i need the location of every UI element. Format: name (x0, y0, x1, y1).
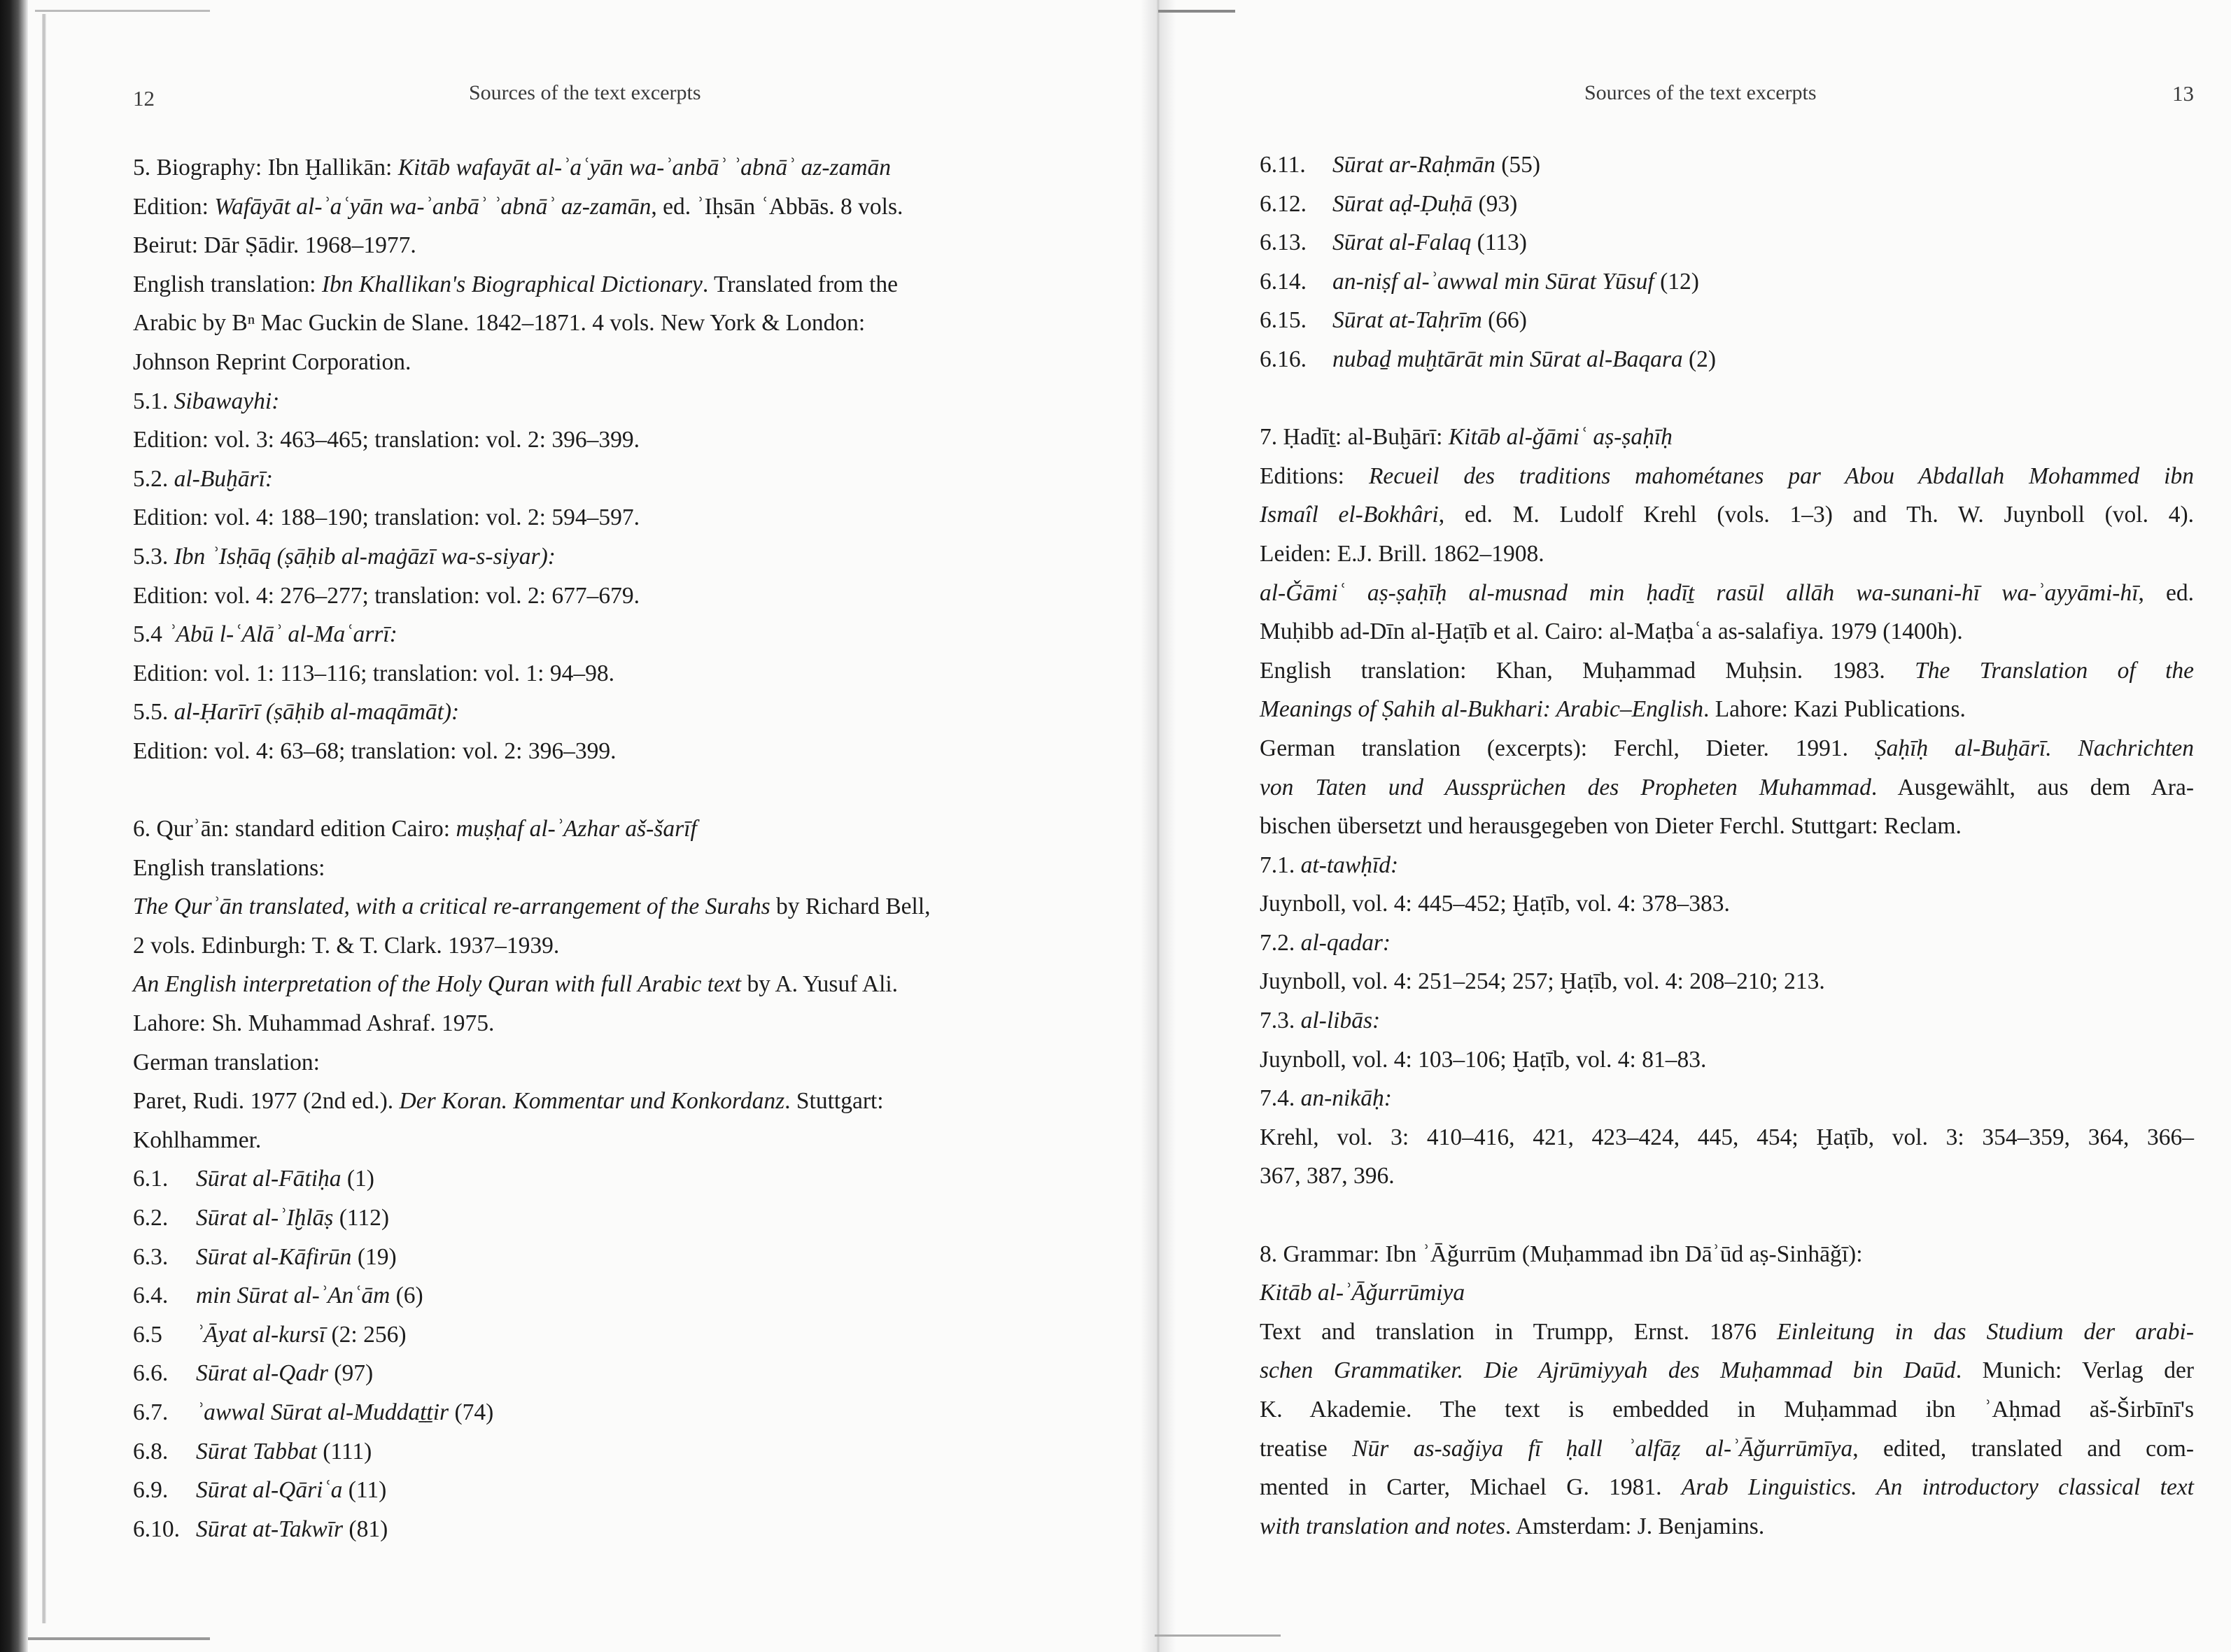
translation-label: English translation: (133, 271, 322, 297)
bell-title: The Qurʾān translated, with a critical re-arrangement of the Surahs (133, 894, 770, 920)
german-translation-line (1260, 729, 2194, 768)
section-work-title: muṣḥaf al-ʾAzhar aš-šarīf (456, 816, 697, 842)
carter-publisher: . Amsterdam: J. Benjamins. (1505, 1513, 1765, 1539)
text-translation-line (1260, 1313, 2194, 1352)
surah-name: Sūrat al-Qadr (196, 1360, 328, 1387)
carter-title: Arab Linguistics. An introductory classical text (1681, 1474, 2194, 1501)
subentry-detail-cont: 367, 387, 396. (1260, 1163, 1395, 1189)
surah-name: Sūrat aḍ-Ḍuḥā (1332, 190, 1473, 217)
surah-number: 6.7. (133, 1399, 169, 1425)
running-head-title: Sources of the text excerpts (469, 81, 701, 104)
english-translation-line (133, 265, 1078, 304)
surah-ref: (74) (449, 1399, 494, 1425)
subentry-number: 5.3. (133, 543, 174, 570)
editions-editors: , ed. M. Ludolf Krehl (vols. 1–3) and Th. W. Juynboll (vol. 4). (1438, 502, 2194, 528)
subentry-heading (133, 460, 1078, 499)
surah-list-item (1260, 185, 2194, 224)
german-translation-line-3: bischen übersetzt und herausgegeben von Dieter Ferchl. Stuttgart: Reclam. (1260, 813, 1962, 840)
edition-line (133, 188, 1078, 227)
surah-ref: (55) (1495, 152, 1541, 178)
surah-list-item (133, 1238, 1078, 1277)
surah-ref: (11) (342, 1477, 387, 1504)
section-label: Grammar: Ibn ʾĀǧurrūm (Muḥammad ibn Dāʾūd aṣ-Sinhāǧī): (1277, 1241, 1863, 1267)
subentry-number: 7.1. (1260, 852, 1301, 878)
surah-number: 6.9. (133, 1477, 169, 1504)
surah-number: 6.10. (133, 1516, 180, 1542)
surah-name: Sūrat Tabbat (196, 1438, 317, 1464)
ali-translation-line-2: Lahore: Sh. Muhammad Ashraf. 1975. (133, 1010, 495, 1037)
surah-name: Sūrat al-ʾIḫlāṣ (196, 1205, 334, 1231)
paret-place: . Stuttgart: (784, 1088, 884, 1115)
book-gutter (1141, 0, 1176, 1652)
translation-details: . Translated from the (702, 271, 899, 297)
running-head-title: Sources of the text excerpts (1584, 81, 1817, 104)
surah-name: Sūrat ar-Raḥmān (1332, 152, 1495, 178)
subentry-number: 7.2. (1260, 929, 1301, 956)
text-title: Einleitung in das Studium der arabi- (1777, 1318, 2194, 1345)
paret-author: Paret, Rudi. 1977 (2nd ed.). (133, 1088, 400, 1115)
surah-ref: (81) (343, 1516, 388, 1542)
bell-translation-line (133, 887, 1078, 926)
editions-title: Recueil des traditions mahométanes par Abou Abdallah Mohammed ibn (1368, 463, 2194, 489)
section-heading (1260, 1235, 2194, 1274)
section-spacer (1260, 1196, 2194, 1235)
surah-number: 6.12. (1260, 190, 1307, 217)
treatise-title: Nūr as-saǧiya fī ḥall ʾalfāẓ al-ʾĀǧurrūmīya (1352, 1435, 1853, 1462)
english-translation-line-2 (1260, 690, 2194, 729)
subentry-number: 5.4 (133, 621, 169, 648)
edition-details: , ed. ʾIḥsān ʿAbbās. 8 vols. (651, 193, 903, 220)
editions-line-3: Leiden: E.J. Brill. 1862–1908. (1260, 540, 1544, 567)
subentry-detail: Edition: vol. 3: 463–465; translation: vol. 2: 396–399. (133, 427, 640, 453)
surah-ref: (111) (316, 1438, 372, 1464)
paret-title: Der Koran. Kommentar und Konkordanz (399, 1088, 785, 1115)
subentry-name: al-Ḥarīrī (ṣāḥib al-maqāmāt): (174, 699, 460, 726)
binding-shadow-left (0, 0, 28, 1652)
surah-list-item (133, 1510, 1078, 1549)
subentry-heading (1260, 1079, 2194, 1118)
surah-list-item (133, 1159, 1078, 1199)
bell-author: by Richard Bell, (770, 894, 931, 920)
gami-edition-line (1260, 574, 2194, 613)
text-author: Text and translation in Trumpp, Ernst. 1876 (1260, 1318, 1778, 1345)
surah-name: Sūrat at-Takwīr (196, 1516, 344, 1542)
subentry-name: al-libās: (1300, 1008, 1381, 1034)
surah-number: 6.16. (1260, 346, 1307, 372)
surah-ref: (66) (1482, 307, 1527, 334)
text-translation-line-6 (1260, 1507, 2194, 1546)
subentry-number: 7.4. (1260, 1085, 1301, 1112)
translation-author: German translation (excerpts): Ferchl, Dieter. 1991. (1260, 735, 1875, 761)
edition-label: Edition: (133, 193, 215, 220)
section-label: Ḥadīṯ: al-Buḫārī: (1277, 424, 1449, 451)
surah-number: 6.11. (1260, 152, 1306, 178)
left-page-body (133, 148, 1078, 1548)
subentry-detail: Juynboll, vol. 4: 251–254; 257; Ḫaṭīb, vol. 4: 208–210; 213. (1260, 968, 1825, 995)
section-heading (133, 148, 1078, 188)
subentry-detail: Juynboll, vol. 4: 103–106; Ḫaṭīb, vol. 4: 81–83. (1260, 1046, 1707, 1073)
scan-edge-mark-top-center (1158, 10, 1235, 13)
surah-list-item (133, 1276, 1078, 1315)
left-page (126, 0, 1078, 1652)
english-translation-line (1260, 651, 2194, 691)
surah-number: 6.15. (1260, 307, 1307, 334)
surah-name: nubaḏ muḫtārāt min Sūrat al-Baqara (1332, 346, 1683, 372)
subentry-name: an-nikāḥ: (1300, 1085, 1392, 1112)
paret-translation-line-2: Kohlhammer. (133, 1127, 262, 1153)
editions-title-cont: Ismaîl el-Bokhâri (1260, 502, 1439, 528)
subentry-heading (1260, 924, 2194, 963)
surah-name: Sūrat al-Fātiḥa (196, 1166, 342, 1192)
subentry-heading (133, 537, 1078, 577)
text-translation-line-5 (1260, 1468, 2194, 1507)
translation-author: English translation: Khan, Muḥammad Muḥsin. 1983. (1260, 657, 1915, 684)
surah-name: an-niṣf al-ʾawwal min Sūrat Yūsuf (1332, 268, 1654, 295)
surah-ref: (1) (341, 1166, 374, 1192)
section-spacer (1260, 379, 2194, 418)
section-label: Biography: Ibn Ḫallikān: (150, 155, 398, 181)
section-6-quran (133, 810, 1078, 1548)
subentry-name: al-qadar: (1300, 929, 1391, 956)
subentry-name: al-Buḫārī: (174, 465, 274, 492)
surah-name: min Sūrat al-ʾAnʿām (196, 1283, 390, 1309)
surah-list-item (1260, 146, 2194, 185)
surah-ref: (97) (328, 1360, 374, 1387)
surah-ref: (112) (333, 1205, 390, 1231)
subentry-name: Ibn ʾIsḥāq (ṣāḥib al-maġāzī wa-s-siyar): (174, 543, 556, 570)
surah-list-item (133, 1199, 1078, 1238)
surah-list-item (133, 1393, 1078, 1432)
subentry-name: Sibawayhi: (174, 388, 280, 414)
treatise-details: , edited, translated and com- (1852, 1435, 2194, 1462)
subentry-number: 5.1. (133, 388, 174, 414)
section-work-title: Kitāb al-ǧāmiʿ aṣ-ṣaḥīḥ (1448, 424, 1673, 451)
page-number: 12 (133, 86, 155, 111)
surah-number: 6.4. (133, 1283, 169, 1309)
translation-title: Ṣaḥīḥ al-Buḫārī. Nachrichten (1874, 735, 2195, 761)
edition-line-2: Beirut: Dār Ṣādir. 1968–1977. (133, 232, 416, 259)
surah-list-item (133, 1315, 1078, 1355)
surah-ref: (12) (1654, 268, 1699, 295)
surah-number: 6.1. (133, 1166, 169, 1192)
gami-edition-line-2: Muḥibb ad-Dīn al-Ḫaṭīb et al. Cairo: al-Maṭbaʿa as-salafiya. 1979 (1400h). (1260, 619, 1963, 645)
subentry-detail: Edition: vol. 1: 113–116; translation: vol. 1: 94–98. (133, 660, 614, 686)
text-title-cont: schen Grammatiker. Die Ajrūmiyyah des Muḥammad bin Daūd (1260, 1357, 1956, 1384)
surah-number: 6.5 (133, 1321, 162, 1348)
section-8-grammar (1260, 1235, 2194, 1546)
surah-name: Sūrat at-Taḥrīm (1332, 307, 1482, 334)
page-edge-left (42, 14, 46, 1623)
work-title-line (1260, 1273, 2194, 1313)
translation-publisher: . Lahore: Kazi Publications. (1703, 696, 1966, 723)
editions-label: Editions: (1260, 463, 1369, 489)
section-number: 7. (1260, 424, 1278, 451)
right-page-body (1260, 146, 2194, 1546)
translation-title-cont: von Taten und Aussprüchen des Propheten Muhammad (1260, 774, 1871, 800)
right-page (1253, 0, 2194, 1652)
subentry-heading (1260, 846, 2194, 885)
surah-name: Sūrat al-Qāriʿa (196, 1477, 343, 1504)
subentry-name: ʾAbū l-ʿAlāʾ al-Maʿarrī: (168, 621, 397, 648)
surah-number: 6.6. (133, 1360, 169, 1387)
treatise-label: treatise (1260, 1435, 1353, 1462)
surah-list-item (133, 1354, 1078, 1393)
text-translation-line-3: K. Akademie. The text is embedded in Muḥammad ibn ʾAḥmad aš-Širbīnī's (1260, 1397, 2194, 1422)
surah-name: Sūrat al-Falaq (1332, 230, 1472, 256)
subentry-name: at-tawḥīd: (1300, 852, 1399, 878)
translation-title: Ibn Khallikan's Biographical Dictionary (321, 271, 703, 297)
translation-title: The Translation of the (1915, 657, 2194, 684)
ali-author: by A. Yusuf Ali. (741, 971, 899, 998)
text-publisher: . Munich: Verlag der (1955, 1357, 2194, 1384)
subentry-detail: Edition: vol. 4: 188–190; translation: vol. 2: 594–597. (133, 504, 640, 531)
paret-translation-line (133, 1082, 1078, 1121)
subentry-detail: Edition: vol. 4: 276–277; translation: vol. 2: 677–679. (133, 582, 640, 609)
bell-translation-line-2: 2 vols. Edinburgh: T. & T. Clark. 1937–1939. (133, 932, 560, 959)
english-translation-line-3: Johnson Reprint Corporation. (133, 348, 411, 375)
section-5-biography (133, 148, 1078, 771)
english-translations-header: English translations: (133, 854, 325, 881)
surah-list-item (1260, 301, 2194, 340)
text-translation-line-4 (1260, 1429, 2194, 1469)
section-spacer (133, 771, 1078, 810)
surah-ref: (19) (351, 1243, 397, 1270)
work-title: Kitāb al-ʾĀǧurrūmiya (1260, 1280, 1465, 1306)
english-translation-line-2: Arabic by Bⁿ Mac Guckin de Slane. 1842–1871. 4 vols. New York & London: (133, 310, 866, 337)
section-number: 5. (133, 155, 151, 181)
section-work-title: Kitāb wafayāt al-ʾaʿyān wa-ʾanbāʾ ʾabnāʾ az-zamān (397, 155, 892, 181)
section-number: 8. (1260, 1241, 1278, 1267)
subentry-detail: Krehl, vol. 3: 410–416, 421, 423–424, 445, 454; Ḫaṭīb, vol. 3: 354–359, 364, 366– (1260, 1124, 2194, 1150)
surah-number: 6.14. (1260, 268, 1307, 295)
surah-name: ʾawwal Sūrat al-Muddaṯṯir (196, 1399, 449, 1425)
section-heading (133, 810, 1078, 849)
left-running-head (126, 81, 1078, 109)
section-number: 6. (133, 816, 151, 842)
surah-number: 6.3. (133, 1243, 169, 1270)
translation-title-cont: Meanings of Ṣahih al-Bukhari: Arabic–English (1260, 696, 1703, 723)
ali-translation-line (133, 965, 1078, 1004)
surah-name: Sūrat al-Kāfirūn (196, 1243, 352, 1270)
page-number: 13 (2172, 81, 2194, 106)
carter-title-cont: with translation and notes (1260, 1513, 1505, 1539)
surah-list-item (1260, 262, 2194, 302)
subentry-number: 7.3. (1260, 1008, 1301, 1034)
subentry-heading (133, 615, 1078, 654)
surah-list-continued (1260, 146, 2194, 379)
subentry-number: 5.5. (133, 699, 174, 726)
german-translation-line-2 (1260, 768, 2194, 807)
gami-ed: , ed. (2138, 579, 2194, 606)
surah-list-item (133, 1471, 1078, 1510)
subentry-number: 5.2. (133, 465, 174, 492)
section-heading (1260, 418, 2194, 457)
surah-ref: (93) (1472, 190, 1518, 217)
editions-line-2 (1260, 495, 2194, 535)
edition-title: Wafāyāt al-ʾaʿyān wa-ʾanbāʾ ʾabnāʾ az-zamān (214, 193, 652, 220)
surah-list-item (1260, 223, 2194, 262)
subentry-heading (133, 693, 1078, 732)
translation-notes: . Ausgewählt, aus dem Ara- (1871, 774, 2194, 800)
surah-list-item (133, 1432, 1078, 1471)
carter-author: mented in Carter, Michael G. 1981. (1260, 1474, 1682, 1501)
section-label: Qurʾān: standard edition Cairo: (150, 816, 456, 842)
surah-number: 6.13. (1260, 230, 1307, 256)
subentry-detail: Edition: vol. 4: 63–68; translation: vol. 2: 396–399. (133, 737, 617, 764)
subentry-heading (133, 382, 1078, 421)
surah-list-item (1260, 340, 2194, 379)
subentry-heading (1260, 1001, 2194, 1040)
surah-name: ʾĀyat al-kursī (196, 1321, 326, 1348)
surah-ref: (2) (1682, 346, 1717, 372)
editions-line (1260, 457, 2194, 496)
subentry-detail: Juynboll, vol. 4: 445–452; Ḫaṭīb, vol. 4: 378–383. (1260, 891, 1730, 917)
section-7-hadith (1260, 418, 2194, 1196)
surah-number: 6.2. (133, 1205, 169, 1231)
german-translation-header: German translation: (133, 1049, 320, 1075)
surah-ref: (113) (1471, 230, 1527, 256)
text-translation-line-2 (1260, 1351, 2194, 1390)
gami-title: al-Ǧāmiʿ aṣ-ṣaḥīḥ al-musnad min ḥadīṯ rasūl allāh wa-sunani-hī wa-ʾayyāmi-hī (1260, 579, 2139, 606)
right-running-head (1253, 81, 2194, 109)
ali-title: An English interpretation of the Holy Quran with full Arabic text (133, 971, 742, 998)
surah-ref: (6) (390, 1283, 423, 1309)
surah-ref: (2: 256) (325, 1321, 407, 1348)
surah-number: 6.8. (133, 1438, 169, 1464)
